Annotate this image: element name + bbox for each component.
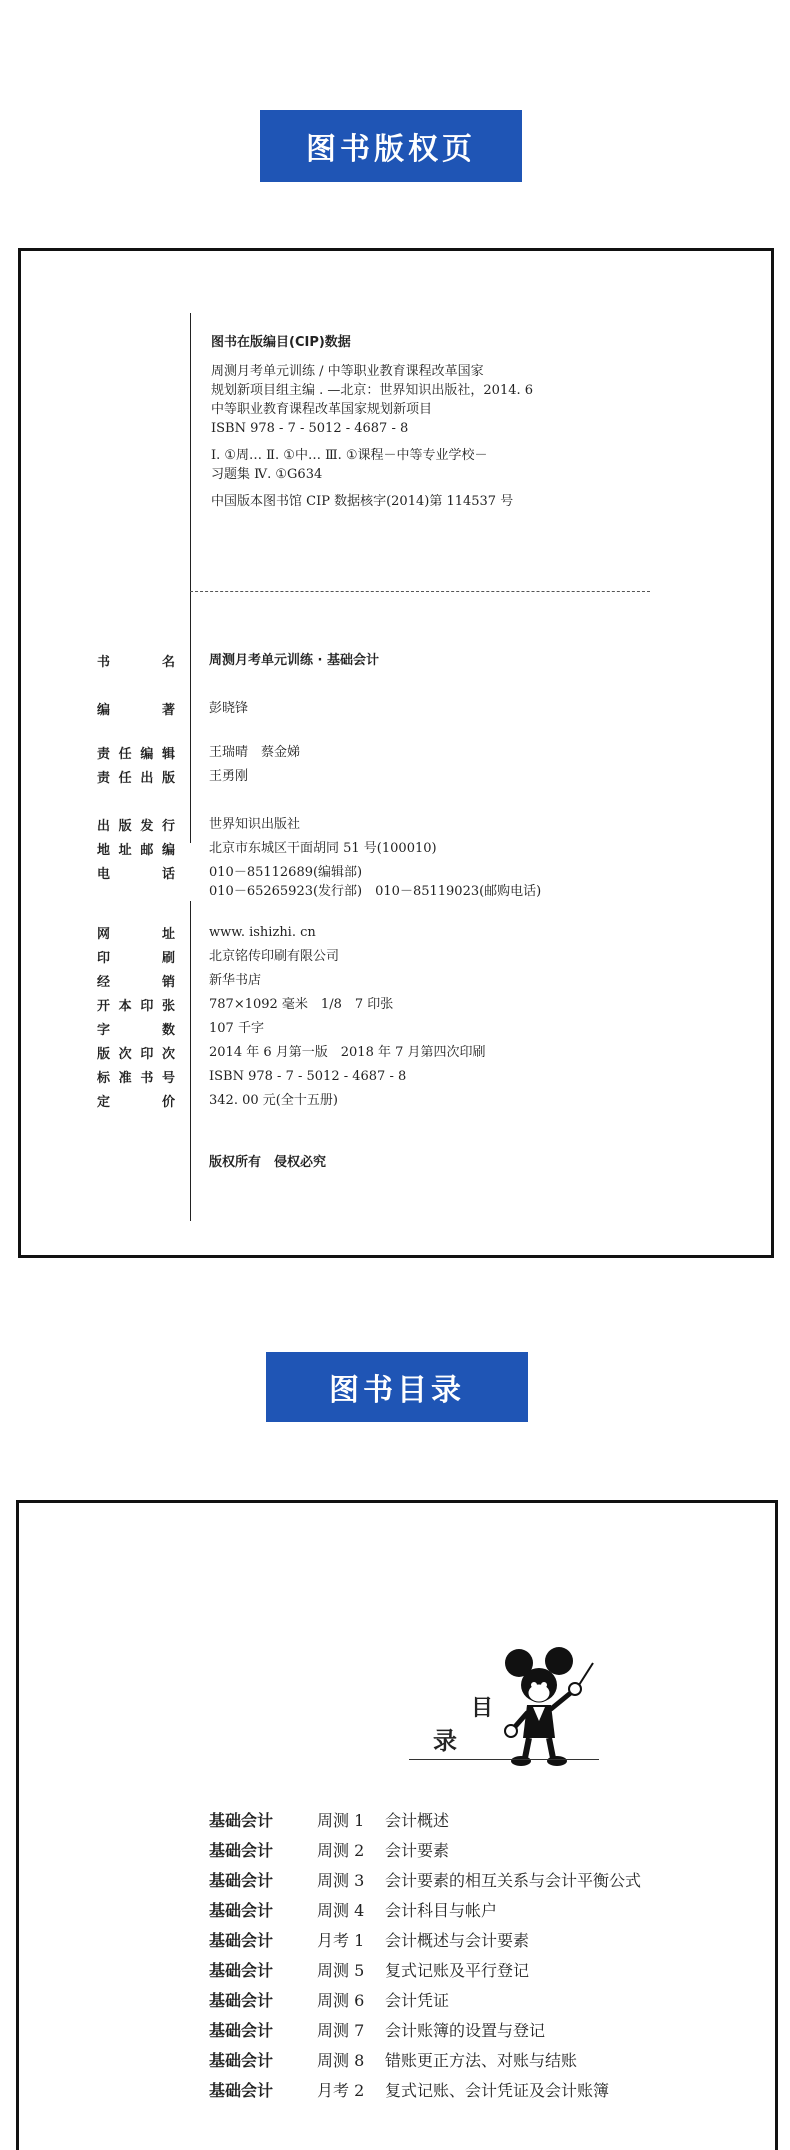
toc-unit: 周测 1 [317,1811,365,1830]
toc-topic: 会计要素的相互关系与会计平衡公式 [385,1871,642,1890]
field-value: 342. 00 元(全十五册) [209,1093,338,1108]
dotted-divider [190,591,650,592]
cip-number: 中国版本图书馆 CIP 数据核字(2014)第 114537 号 [211,494,514,509]
cip-line: 周测月考单元训练 / 中等职业教育课程改革国家 [211,364,484,379]
field-value: ISBN 978 - 7 - 5012 - 4687 - 8 [209,1069,407,1084]
cip-block-2 [211,446,533,484]
field-label: 网址 [97,927,175,942]
phone-line: 010－85112689(编辑部) [209,865,363,880]
toc-unit: 周测 2 [317,1841,365,1860]
toc-topic: 复式记账及平行登记 [385,1961,530,1980]
toc-page [16,1500,778,2150]
cip-block-1 [211,362,533,438]
vertical-rule [190,901,191,1221]
field-label: 书名 [97,655,175,670]
toc-topic: 会计科目与帐户 [385,1901,498,1920]
copyright-page-banner: 图书版权页 [260,110,522,182]
field-value: 北京市东城区干面胡同 51 号(100010) [209,841,437,856]
field-label: 地址邮编 [97,843,175,858]
field-value: www. ishizhi. cn [209,925,316,940]
cip-line: 习题集 Ⅳ. ①G634 [211,467,323,482]
toc-topic: 会计概述 [385,1811,450,1830]
field-label: 责任编辑 [97,747,175,762]
toc-subject: 基础会计 [209,1901,274,1920]
toc-unit: 周测 3 [317,1871,365,1890]
toc-title-underline [409,1759,599,1760]
field-value: 787×1092 毫米 1/8 7 印张 [209,997,394,1012]
toc-topic: 会计账簿的设置与登记 [385,2021,546,2040]
cip-heading: 图书在版编目(CIP)数据 [211,335,351,350]
toc-unit: 月考 2 [317,2081,365,2100]
toc-banner: 图书目录 [266,1352,528,1422]
toc-topic: 会计概述与会计要素 [385,1931,530,1950]
field-value [209,863,541,901]
vertical-rule [190,313,191,843]
field-value: 王勇刚 [209,769,249,784]
toc-subject: 基础会计 [209,2021,274,2040]
field-label: 开本印张 [97,999,175,1014]
field-label: 编著 [97,703,175,718]
field-value: 北京铭传印刷有限公司 [209,949,340,964]
cip-data [211,333,533,511]
field-label: 责任出版 [97,771,175,786]
toc-unit: 周测 4 [317,1901,365,1920]
field-label: 定价 [97,1095,175,1110]
toc-subject: 基础会计 [209,1991,274,2010]
toc-topic: 会计凭证 [385,1991,450,2010]
toc-unit: 周测 8 [317,2051,365,2070]
field-value: 107 千字 [209,1021,264,1036]
field-value: 周测月考单元训练 · 基础会计 [209,653,379,668]
toc-title-char: 录 [433,1726,457,1755]
rights-reserved: 版权所有 侵权必究 [209,1155,327,1170]
toc-topic: 复式记账、会计凭证及会计账簿 [385,2081,610,2100]
field-label: 字数 [97,1023,175,1038]
field-label: 电话 [97,867,175,882]
cip-line: 规划新项目组主编 . —北京：世界知识出版社，2014. 6 [211,383,534,398]
toc-topic: 错账更正方法、对账与结账 [385,2051,578,2070]
toc-unit: 月考 1 [317,1931,365,1950]
field-label: 出版发行 [97,819,175,834]
toc-subject: 基础会计 [209,1931,274,1950]
toc-subject: 基础会计 [209,1841,274,1860]
cip-line: ISBN 978 - 7 - 5012 - 4687 - 8 [211,421,409,436]
field-label: 标准书号 [97,1071,175,1086]
field-value: 世界知识出版社 [209,817,301,832]
toc-unit: 周测 5 [317,1961,365,1980]
cip-line: Ⅰ. ①周… Ⅱ. ①中… Ⅲ. ①课程－中等专业学校－ [211,448,488,463]
cip-line: 中等职业教育课程改革国家规划新项目 [211,402,433,417]
toc-subject: 基础会计 [209,2081,274,2100]
toc-subject: 基础会计 [209,1811,274,1830]
toc-subject: 基础会计 [209,2051,274,2070]
field-label: 经销 [97,975,175,990]
toc-unit: 周测 7 [317,2021,365,2040]
toc-title [419,1683,589,1763]
field-label: 印刷 [97,951,175,966]
toc-subject: 基础会计 [209,1961,274,1980]
field-value: 新华书店 [209,973,262,988]
toc-title-char: 目 [471,1695,494,1721]
field-label: 版次印次 [97,1047,175,1062]
toc-unit: 周测 6 [317,1991,365,2010]
field-value: 2014 年 6 月第一版 2018 年 7 月第四次印刷 [209,1045,486,1060]
copyright-page [18,248,774,1258]
field-value: 彭晓锋 [209,701,249,716]
toc-subject: 基础会计 [209,1871,274,1890]
phone-line: 010－65265923(发行部) 010－85119023(邮购电话) [209,884,542,899]
field-value: 王瑞晴 蔡金娣 [209,745,301,760]
toc-topic: 会计要素 [385,1841,450,1860]
